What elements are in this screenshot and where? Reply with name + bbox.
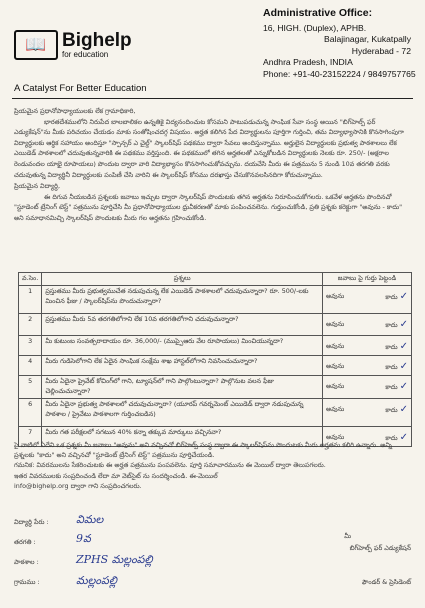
notes-section: [14, 440, 412, 491]
answer-no[interactable]: కాదు: [385, 293, 398, 301]
questions-table: [18, 272, 412, 447]
office-line: Hyderabad - 72: [351, 45, 411, 56]
note-eligibility: పై వాటిలో ఏదేని ఒక ప్రశ్నకు మీ జవాబు "అవును" అని వచ్చినచో బిగ్‌హెల్ప్ సంస్థ ద్వారా ఈ స్కాలర్‌షిప్‌ను పొందుటకు మీరు అర్హతను కలిగి ఉన్నారు. అన్ని ప్రశ్నలకు "కాదు" అని వచ్చినచో "స్టూడెంట్ ట్రేనింగ్ టెస్ట్" పత్రమును పూర్తిచేయండి.: [14, 441, 392, 460]
row-number: 6: [19, 399, 42, 427]
row-number: 7: [19, 427, 42, 447]
check-mark-icon: ✓: [399, 341, 408, 352]
answer-cell[interactable]: [323, 399, 412, 427]
answer-cell[interactable]: [323, 286, 412, 314]
school-label: పాఠశాల :: [14, 558, 39, 566]
book-icon: 📖: [14, 30, 58, 60]
student-name-value[interactable]: విమల: [76, 513, 104, 526]
answer-yes[interactable]: అవును: [326, 362, 345, 370]
answer-yes[interactable]: అవును: [326, 433, 345, 441]
answer-cell[interactable]: [323, 336, 412, 356]
check-mark-icon: ✓: [399, 291, 408, 302]
question-text: ప్రస్తుతము మీరు 5వ తరగతిలోగాని లేక 10వ తరగతిలోగాని చదువుచున్నారా?: [42, 314, 323, 336]
office-title: Administrative Office:: [263, 7, 373, 19]
salutation: ప్రియమైన ప్రధానోపాధ్యాయులకు లేక గ్రామాధికారి,: [14, 107, 136, 115]
brand-name: Bighelp: [62, 29, 132, 51]
check-mark-icon: ✓: [399, 432, 408, 443]
row-number: 4: [19, 356, 42, 376]
bighelp-logo: [14, 30, 132, 60]
student-name-label: విద్యార్థి పేరు :: [14, 518, 49, 526]
check-mark-icon: ✓: [399, 361, 408, 372]
check-mark-icon: ✓: [399, 381, 408, 392]
question-text: మీరు ఏదైనా ప్రభుత్వ పాఠశాలలో చదువుచున్నారా? (యూరప్ గవర్నమెంట్ ఎయిడెడ్ ద్వారా నడుపుచున్న పాఠశాల / ప్రైవేటు పాఠశాలగా గుర్తించబడిన): [42, 399, 323, 427]
letter-section: [14, 106, 412, 224]
office-line: Andhra Pradesh, INDIA: [263, 57, 353, 68]
letter-body: భారతదేశములోని నిరుపేద బాలబాలికల ఉన్నతికై విద్యనందించుట కోసమని పాటుపడుచున్న సాంఘిక సేవా సంస్థ అయిన "బిగ్‌హెల్ప్ ఫర్ ఎడ్యుకేషన్"ను మీకు పరిచయం చేయడం మాకు సంతోషించదగ్గ విషయం. అర్హత కలిగిన పేద విద్యార్థులను పూర్తిగా గుర్తించి, తమ విద్యాభ్యాసానికి కొనసాగింపుగా విద్యార్థులకు ఆర్థిక సహాయం అందిస్తూ "స్పాన్సర్ ఎ చైల్డ్" స్కాలర్‌షిప్ పథకము ద్వారా సేవలు అందిస్తున్నాము. అర్హులైన విద్యార్థులకు ప్రభుత్వ పాఠశాలలు లేక ఎయిడెడ్ పాఠశాలలో చదువుతున్నవారికి ఈ పథకము వర్తిస్తుంది. ఈ పథకములో తగిన అర్హతలతో ఎన్నుకోబడిన విద్యార్థులకు నెలకు రూ. 250/- (అక్షరాల రెండువందల యాభై రూపాయలు) పొందుట ద్వారా వారి విద్యాభ్యాసం కొనసాగించుకోవచ్చును. దయచేసి మీరు ఈ పత్రమును 5 నుండి 10వ తరగతి వరకు చదువుతున్న విద్యార్థినీ విద్యార్థులకు పంపిణీ చేసి వారిని ఈ స్కాలర్‌షిప్ కోసము దరఖాస్తు చేసుకొనవలసినదిగా కోరుచున్నాము.: [14, 117, 404, 179]
answer-yes[interactable]: అవును: [326, 320, 345, 328]
brand-sub: for education: [62, 49, 109, 59]
school-value[interactable]: ZPHS మల్లంపల్లి: [76, 553, 153, 566]
office-line: 16, HIGH. (Duplex), APHB.: [263, 22, 367, 33]
question-text: మీరు గత పరీక్షలలో సగటున 40% కన్నా తక్కువ మార్కులు వచ్చినవా?: [42, 427, 323, 447]
class-label: తరగతి :: [14, 538, 36, 546]
signature-org: బిగ్‌హెల్ప్ ఫర్ ఎడ్యుకేషన్: [349, 544, 411, 552]
signature-title: ఫౌండర్ & ప్రెసిడెంట్: [361, 578, 411, 586]
tagline: A Catalyst For Better Education: [14, 83, 147, 94]
question-text: మీరు గుడిసెలోగాని లేక ఏదైన సాంఘిక సంక్షేమ శాఖ హాస్టల్‌లోగాని నివసించుచున్నారా?: [42, 356, 323, 376]
office-line: Balajinagar, Kukatpally: [324, 34, 411, 45]
table-row: [19, 286, 412, 314]
row-number: 1: [19, 286, 42, 314]
question-text: మీరు ఏదైనా ప్రైవేట్ కోచింగ్‌లో గాని, ట్యూషన్‌లో గాని పాల్గొంటున్నారా? పాల్గొనుట వలన ఫీజు చెల్లించుచున్నారా?: [42, 376, 323, 399]
village-label: గ్రామము :: [14, 578, 40, 586]
answer-no[interactable]: కాదు: [385, 321, 398, 329]
answer-cell[interactable]: [323, 314, 412, 336]
row-number: 5: [19, 376, 42, 399]
table-row: [19, 356, 412, 376]
answer-no[interactable]: కాదు: [385, 383, 398, 391]
check-mark-icon: ✓: [399, 404, 408, 415]
answer-no[interactable]: కాదు: [385, 434, 398, 442]
note-email: info@bighelp.org ద్వారా గాని సంప్రదించగలరు.: [14, 481, 142, 490]
row-number: 3: [19, 336, 42, 356]
answer-yes[interactable]: అవును: [326, 342, 345, 350]
row-number: 2: [19, 314, 42, 336]
col-number: వ.సెం.: [19, 273, 42, 286]
note-contact: ఇతర వివరములకు సంప్రదించండి లేదా మా వెబ్‌సైట్ ను సందర్శించండి. ఈ-మెయిల్: [14, 471, 218, 480]
col-questions: ప్రశ్నలు: [42, 273, 323, 286]
question-text: ప్రస్తుతము మీరు ప్రభుత్వముచేత నడుపుచున్న లేక ఎయిడెడ్ పాఠశాలలో చదువుచున్నారా? రూ. 500/-లకు మించిన ఫీజు / స్కాలర్‌షిప్‌ను పొందుచున్నారా?: [42, 286, 323, 314]
table-row: [19, 314, 412, 336]
signature-salutation: మీ: [344, 532, 351, 540]
answer-cell[interactable]: [323, 356, 412, 376]
table-row: [19, 376, 412, 399]
answer-yes[interactable]: అవును: [326, 292, 345, 300]
village-value[interactable]: మల్లంపల్లి: [76, 574, 117, 587]
answer-cell[interactable]: [323, 376, 412, 399]
table-row: [19, 399, 412, 427]
letter-body-student: ఈ దిగువ నీయబడిన ప్రశ్నలకు జవాబు ఇచ్చుట ద్వారా స్కాలర్‌షిప్ పొందుటకు తగిన అర్హతను నిరూపించుకోగలరు. ఒకవేళ అర్హతను పొందినచో "స్టూడెంట్ ట్రేనింగ్ టెస్ట్" పత్రమును పూర్తిచేసి మీ ప్రధానోపాధ్యాయుల ధ్రువీకరణతో మాకు పంపించవలెను. గుర్తుంచుకోండి, ప్రతి ప్రశ్నకు కరెక్టుగా "అవును - కాదు" అని సమాధానమిచ్చి స్కాలర్‌షిప్ పొందుటకు మీరు గల అర్హతను గ్రహించుకోండి.: [14, 192, 403, 222]
answer-yes[interactable]: అవును: [326, 405, 345, 413]
salutation-student: ప్రియమైన విద్యార్థి,: [14, 182, 60, 191]
answer-yes[interactable]: అవును: [326, 382, 345, 390]
col-answer: జవాబు పై గుర్తు పెట్టండి: [323, 273, 412, 286]
answer-no[interactable]: కాదు: [385, 343, 398, 351]
question-text: మీ కుటుంబ సంవత్సరాదాయం రూ. 36,000/- (ముప్పైఆరు వేల రూపాయలు) మించియున్నదా?: [42, 336, 323, 356]
table-row: [19, 336, 412, 356]
class-value[interactable]: 9వ: [76, 532, 91, 545]
answer-no[interactable]: కాదు: [385, 406, 398, 414]
header-divider: [12, 98, 413, 99]
office-address: [263, 7, 416, 81]
check-mark-icon: ✓: [399, 319, 408, 330]
answer-no[interactable]: కాదు: [385, 363, 398, 371]
note-remark: గమనిక: వివరములను సేకరించుటకు ఈ అర్హత పత్రమును పంపవలెను. పూర్తి సమాచారమును ఈ మెయిల్ ద్వారా తెలుపగలరు.: [14, 461, 326, 470]
office-phone: Phone: +91-40-23152224 / 9849757765: [263, 68, 416, 79]
